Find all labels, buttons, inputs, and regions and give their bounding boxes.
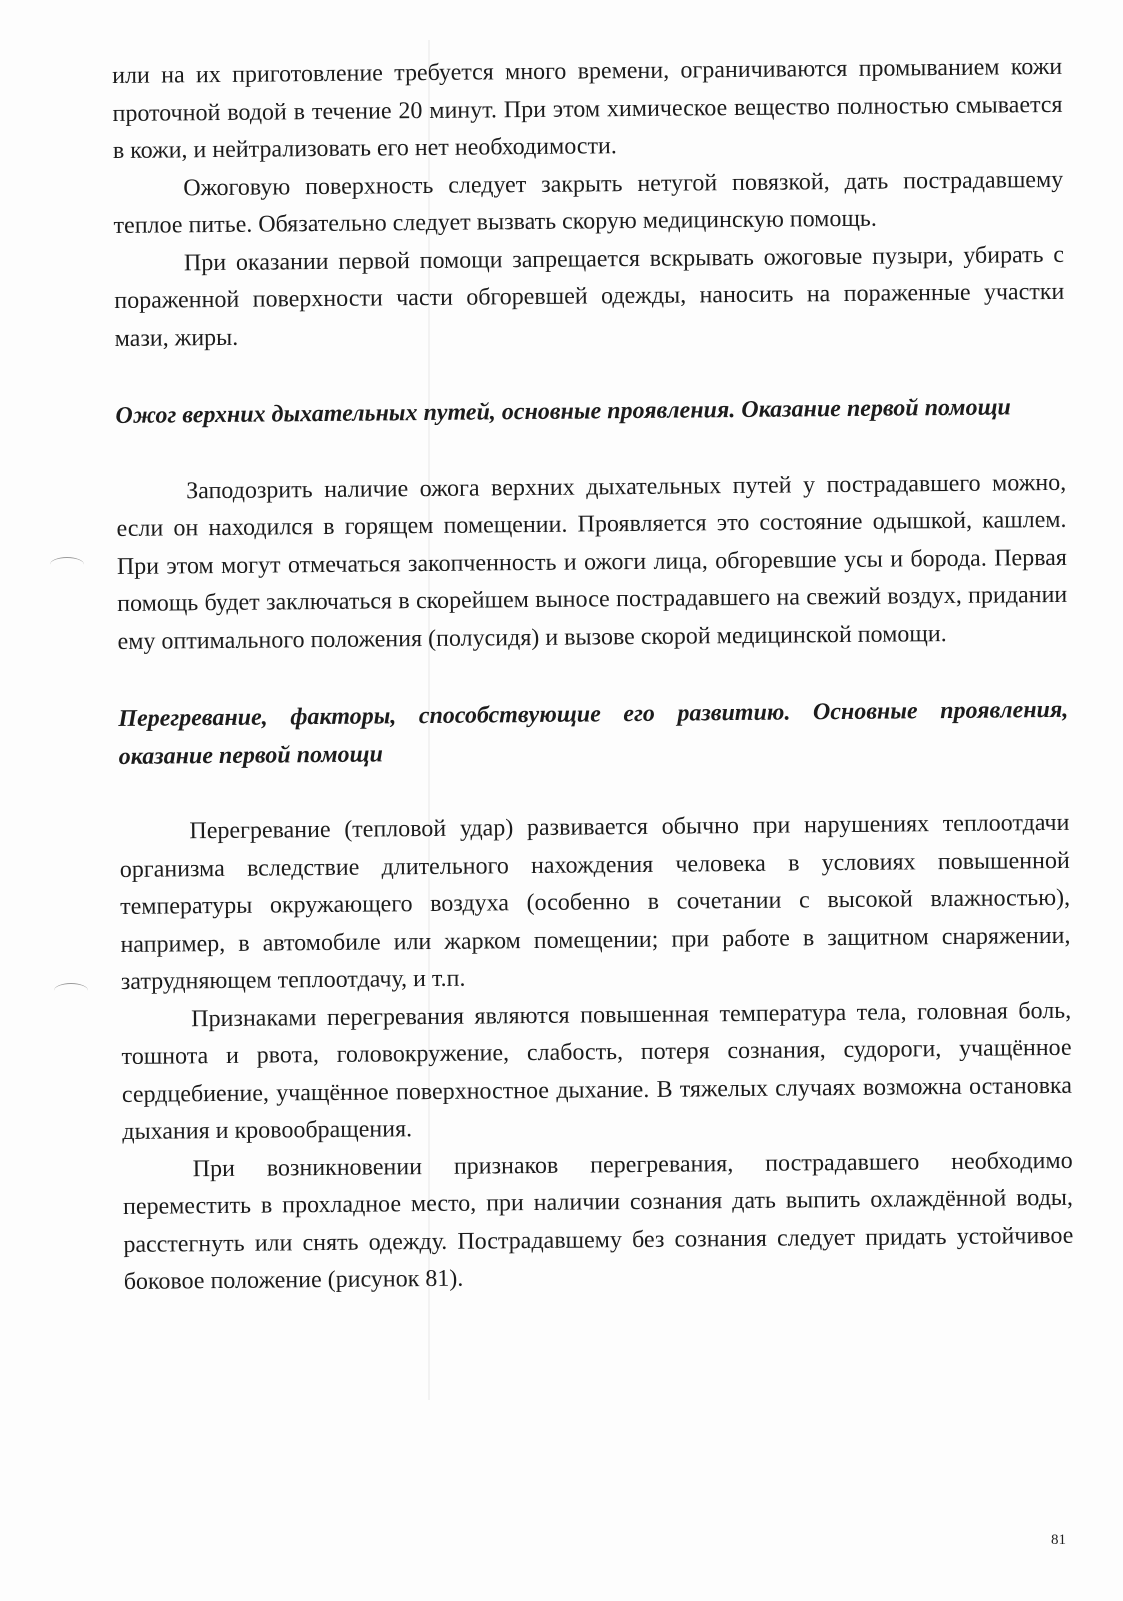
paragraph-airway-burn: Заподозрить наличие ожога верхних дыхательных путей у пострадавшего можно, если он находился в горящем помещении. Проявляется это состояние одышкой, кашлем. При этом могут отмечаться закопченность и ожоги лица, обгоревшие усы и борода. Первая помощь будет заключаться в скорейшем выносе пострадавшего на свежий воздух, придании ему оптимального положения (полусидя) и вызове скорой медицинской помощи.: [116, 469, 1068, 655]
section-heading-overheating: Перегревание, факторы, способствующие его развитию. Основные проявления, оказание первой помощи: [118, 696, 1069, 770]
paragraph-overheating-signs: Признаками перегревания являются повышенная температура тела, головная боль, тошнота и рвота, головокружение, слабость, потеря сознания, судороги, учащённое сердцебиение, учащённое поверхностное дыхание. В тяжелых случаях возможна остановка дыхания и кровообращения.: [121, 997, 1073, 1145]
page-body: [112, 49, 1074, 1302]
paragraph-overheating-causes: Перегревание (тепловой удар) развивается обычно при нарушениях теплоотдачи организма вследствие длительного нахождения человека в условиях повышенной температуры окружающего воздуха (особенно в сочетании с высокой влажностью), например, в автомобиле или жарком помещении; при работе в защитном снаряжении, затрудняющем теплоотдачу, и т.п.: [119, 809, 1071, 995]
page-number: 81: [1051, 1532, 1066, 1548]
binder-punch-mark: [50, 557, 84, 572]
binder-punch-mark: [54, 983, 88, 998]
paragraph-continuation: или на их приготовление требуется много времени, ограничиваются промыванием кожи проточной водой в течение 20 минут. При этом химическое вещество полностью смывается в кожи, и нейтрализовать его нет необходимости.: [112, 53, 1063, 164]
paragraph-bandage: Ожоговую поверхность следует закрыть нетугой повязкой, дать пострадавшему теплое питье. Обязательно следует вызвать скорую медицинскую помощь.: [113, 166, 1064, 239]
paragraph-overheating-first-aid: При возникновении признаков перегревания, пострадавшего необходимо переместить в прохладное место, при наличии сознания дать выпить охлаждённой воды, расстегнуть или снять одежду. Пострадавшему без сознания следует придать устойчивое боковое положение (рисунок 81).: [122, 1147, 1074, 1295]
section-heading-airway-burn: Ожог верхних дыхательных путей, основные проявления. Оказание первой помощи: [115, 394, 1011, 429]
paragraph-prohibitions: При оказании первой помощи запрещается вскрывать ожоговые пузыри, убирать с пораженной поверхности части обгоревшей одежды, наносить на пораженные участки мази, жиры.: [114, 241, 1065, 352]
